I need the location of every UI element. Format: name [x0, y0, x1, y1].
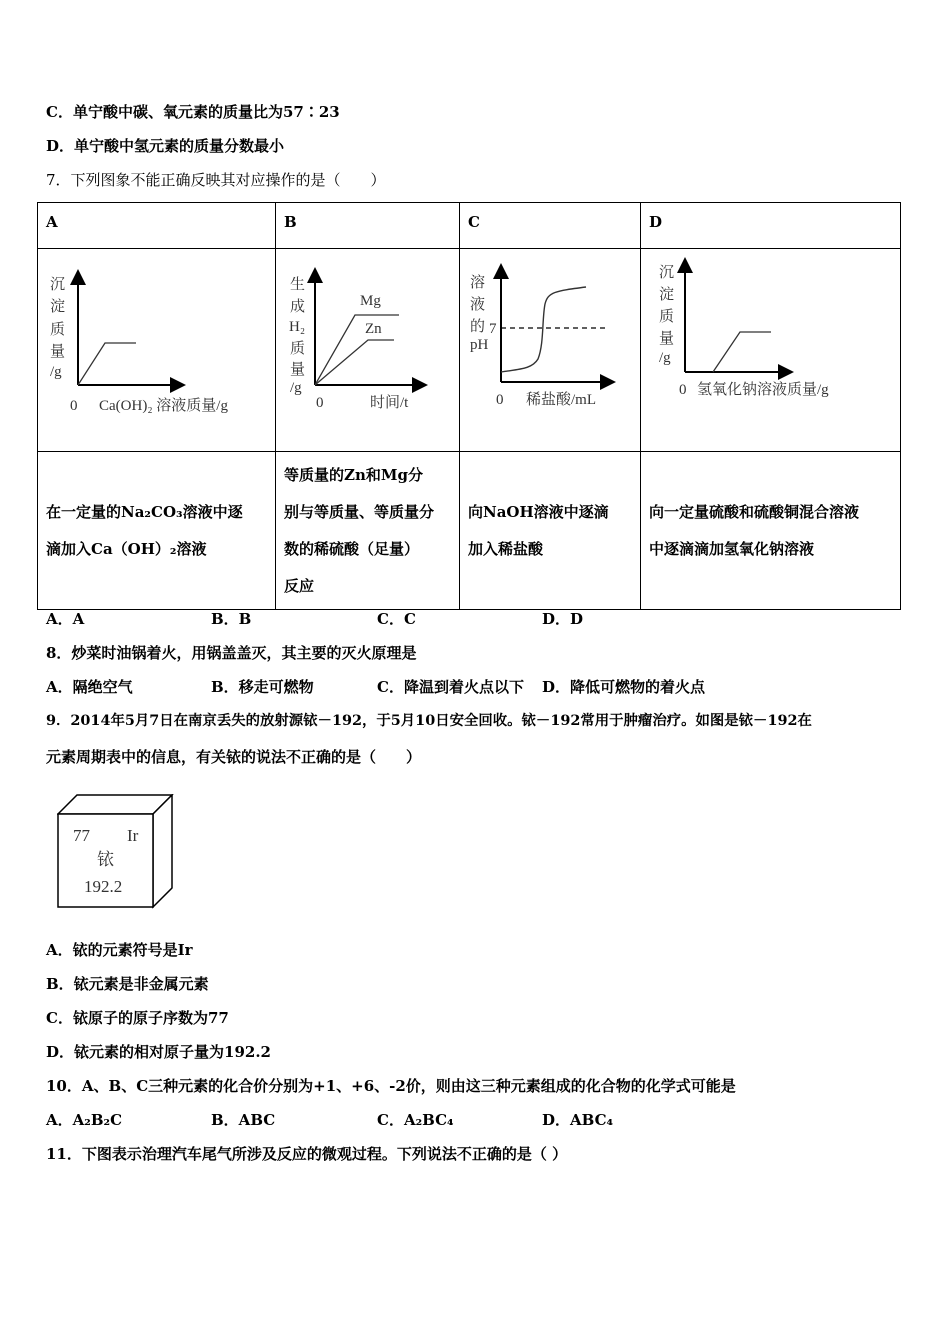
- q7-option-d[interactable]: D．D: [542, 610, 584, 628]
- tick-7: 7: [489, 321, 497, 337]
- question-7: 7．下列图象不能正确反映其对应操作的是（ ）: [46, 171, 386, 189]
- desc-a-line: 滴加入Ca（OH）₂溶液: [46, 539, 207, 558]
- desc-b-line: 反应: [284, 576, 315, 595]
- ylabel-3: H₂: [289, 319, 306, 335]
- q7-option-a[interactable]: A．A: [46, 610, 85, 628]
- desc-c: [460, 452, 641, 610]
- ylabel-3: 质: [659, 309, 675, 325]
- q10-option-b[interactable]: B．ABC: [211, 1111, 276, 1129]
- ylabel-3: 的: [470, 319, 486, 335]
- ylabel-1: 溶: [470, 275, 486, 291]
- ylabel-1: 生: [290, 277, 306, 293]
- desc-d: [641, 452, 901, 610]
- ylabel-1: 沉: [659, 265, 675, 281]
- chart-b: [276, 249, 460, 452]
- q8-option-b[interactable]: B．移走可燃物: [211, 678, 314, 696]
- ph-curve: [501, 287, 586, 372]
- xlabel: 稀盐酸/mL: [526, 392, 596, 408]
- origin-label: 0: [496, 392, 504, 408]
- desc-d-line: 中逐滴滴加氢氧化钠溶液: [649, 539, 815, 558]
- xlabel: Ca(OH)₂ 溶液质量/g: [99, 398, 228, 414]
- q10-option-a[interactable]: A．A₂B₂C: [46, 1111, 123, 1129]
- legend-mg: Mg: [360, 293, 381, 309]
- q7-option-c[interactable]: C．C: [377, 610, 416, 628]
- question-8: 8．炒菜时油锅着火，用锅盖盖灭，其主要的灭火原理是: [46, 644, 417, 662]
- desc-d-line: 向一定量硫酸和硫酸铜混合溶液: [649, 502, 860, 521]
- ylabel-2: 淀: [659, 287, 675, 303]
- origin-label: 0: [316, 395, 324, 411]
- q8-option-d[interactable]: D．降低可燃物的着火点: [542, 678, 706, 696]
- ylabel-4: 量: [659, 331, 675, 347]
- chart-b-graph: [276, 249, 459, 447]
- desc-b: [276, 452, 460, 610]
- ylabel-4: 量: [50, 344, 66, 360]
- q7-option-b[interactable]: B．B: [211, 610, 252, 628]
- q8-option-c[interactable]: C．降温到着火点以下: [377, 678, 524, 696]
- desc-b-line: 数的稀硫酸（足量）: [284, 539, 420, 558]
- question-10: 10．A、B、C三种元素的化合价分别为+1、+6、-2价，则由这三种元素组成的化合物的化学式可能是: [46, 1077, 736, 1095]
- ylabel-3: 质: [50, 322, 66, 338]
- element-name: 铱: [97, 850, 114, 869]
- ylabel-5: /g: [659, 350, 671, 366]
- ylabel-2: 成: [290, 299, 306, 315]
- ylabel-2: 淀: [50, 299, 66, 315]
- legend-zn: Zn: [365, 321, 382, 337]
- header-d: D: [641, 203, 901, 249]
- desc-c-line: 向NaOH溶液中逐滴: [468, 502, 609, 521]
- chart-a: [38, 249, 276, 452]
- header-a: A: [38, 203, 276, 249]
- ylabel-4: pH: [470, 337, 489, 353]
- chart-a-graph: [38, 249, 275, 447]
- chart-c: [460, 249, 641, 452]
- ylabel-5: /g: [50, 364, 62, 380]
- option-d-previous: D．单宁酸中氢元素的质量分数最小: [46, 137, 285, 155]
- chart-d: [641, 249, 901, 452]
- ylabel-5: 量: [290, 362, 306, 378]
- question-9-line-1: 9．2014年5月7日在南京丢失的放射源铱－192，于5月10日安全回收。铱－192常用于肿瘤治疗。如图是铱－192在: [46, 712, 812, 729]
- desc-a-line: 在一定量的Na₂CO₃溶液中逐: [46, 502, 243, 521]
- element-symbol: Ir: [127, 826, 139, 845]
- q9-option-c[interactable]: C．铱原子的原子序数为77: [46, 1009, 229, 1027]
- origin-label: 0: [679, 382, 687, 398]
- chart-c-graph: [460, 249, 640, 447]
- question-7-table: [37, 202, 901, 610]
- q9-option-d[interactable]: D．铱元素的相对原子量为192.2: [46, 1043, 271, 1061]
- desc-a: [38, 452, 276, 610]
- q10-option-c[interactable]: C．A₂BC₄: [377, 1111, 454, 1129]
- q9-option-a[interactable]: A．铱的元素符号是Ir: [46, 941, 193, 959]
- desc-c-line: 加入稀盐酸: [468, 539, 544, 558]
- element-card-iridium: [57, 794, 175, 910]
- question-9-line-2: 元素周期表中的信息，有关铱的说法不正确的是（ ）: [46, 748, 422, 766]
- chart-d-graph: [641, 249, 900, 447]
- ylabel-2: 液: [470, 297, 486, 313]
- desc-b-line: 别与等质量、等质量分: [284, 502, 435, 521]
- origin-label: 0: [70, 398, 78, 414]
- q9-option-b[interactable]: B．铱元素是非金属元素: [46, 975, 209, 993]
- header-c: C: [460, 203, 641, 249]
- ylabel-1: 沉: [50, 277, 66, 293]
- ylabel-4: 质: [290, 341, 306, 357]
- xlabel: 时间/t: [370, 395, 409, 411]
- q10-option-d[interactable]: D．ABC₄: [542, 1111, 614, 1129]
- q8-option-a[interactable]: A．隔绝空气: [46, 678, 133, 696]
- header-b: B: [276, 203, 460, 249]
- line-precipitate: [713, 332, 771, 372]
- ylabel-6: /g: [290, 380, 302, 396]
- question-11: 11．下图表示治理汽车尾气所涉及反应的微观过程。下列说法不正确的是（ ）: [46, 1145, 568, 1163]
- option-c-previous: C．单宁酸中碳、氧元素的质量比为57∶23: [46, 103, 340, 121]
- atomic-number: 77: [73, 826, 90, 845]
- desc-b-line: 等质量的Zn和Mg分: [284, 465, 423, 484]
- line-precipitate: [78, 343, 136, 385]
- line-zn: [315, 340, 394, 385]
- xlabel: 氢氧化钠溶液质量/g: [697, 382, 829, 398]
- atomic-mass: 192.2: [84, 877, 123, 896]
